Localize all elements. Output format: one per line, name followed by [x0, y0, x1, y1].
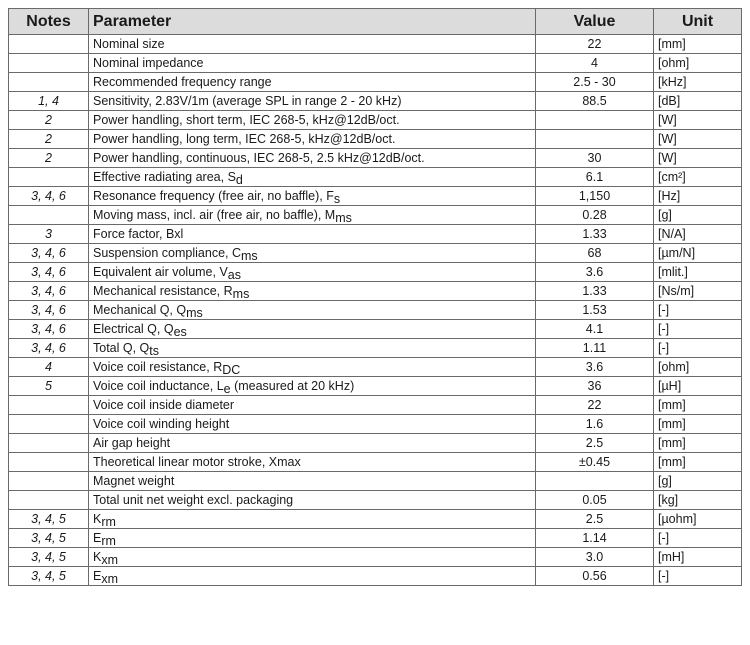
- specifications-table: [8, 8, 742, 586]
- table-row: [9, 339, 742, 358]
- value-cell: 68: [536, 244, 654, 263]
- parameter-subscript: ms: [241, 248, 258, 263]
- parameter-cell: [89, 187, 536, 206]
- parameter-cell: [89, 434, 536, 453]
- parameter-name: Power handling, long term, IEC 268-5, kHz@12dB/oct.: [93, 131, 396, 146]
- unit-cell: [N/A]: [654, 225, 742, 244]
- table-row: [9, 73, 742, 92]
- parameter-cell: [89, 301, 536, 320]
- notes-cell: [9, 453, 89, 472]
- notes-cell: 3, 4, 6: [9, 244, 89, 263]
- value-cell: [536, 130, 654, 149]
- value-cell: 2.5: [536, 510, 654, 529]
- parameter-subscript: d: [235, 172, 243, 187]
- parameter-cell: [89, 415, 536, 434]
- unit-cell: [-]: [654, 567, 742, 586]
- unit-cell: [µm/N]: [654, 244, 742, 263]
- unit-cell: [ohm]: [654, 54, 742, 73]
- parameter-name: Power handling, short term, IEC 268-5, kHz@12dB/oct.: [93, 112, 400, 127]
- notes-cell: 3, 4, 5: [9, 529, 89, 548]
- parameter-cell: [89, 225, 536, 244]
- table-row: [9, 225, 742, 244]
- value-cell: [536, 111, 654, 130]
- value-cell: 2.5: [536, 434, 654, 453]
- notes-cell: [9, 73, 89, 92]
- value-cell: 6.1: [536, 168, 654, 187]
- parameter-cell: [89, 149, 536, 168]
- parameter-subscript: s: [333, 191, 341, 206]
- parameter-name: K: [93, 549, 102, 564]
- parameter-cell: [89, 73, 536, 92]
- table-row: [9, 111, 742, 130]
- parameter-cell: [89, 92, 536, 111]
- unit-cell: [-]: [654, 529, 742, 548]
- header-parameter: Parameter: [89, 9, 536, 35]
- parameter-cell: [89, 282, 536, 301]
- parameter-name: Voice coil inside diameter: [93, 397, 235, 412]
- parameter-name: Voice coil inductance, L: [93, 378, 224, 393]
- unit-cell: [mm]: [654, 453, 742, 472]
- notes-cell: 5: [9, 377, 89, 396]
- parameter-cell: [89, 548, 536, 567]
- value-cell: 1.11: [536, 339, 654, 358]
- value-cell: 2.5 - 30: [536, 73, 654, 92]
- notes-cell: [9, 35, 89, 54]
- value-cell: 88.5: [536, 92, 654, 111]
- parameter-cell: [89, 168, 536, 187]
- unit-cell: [mH]: [654, 548, 742, 567]
- parameter-name: Resonance frequency (free air, no baffle), F: [93, 188, 334, 203]
- value-cell: ±0.45: [536, 453, 654, 472]
- table-row: [9, 358, 742, 377]
- unit-cell: [-]: [654, 301, 742, 320]
- parameter-cell: [89, 54, 536, 73]
- parameter-subscript: ms: [335, 210, 352, 225]
- notes-cell: [9, 206, 89, 225]
- parameter-suffix: (measured at 20 kHz): [230, 378, 355, 393]
- header-value: Value: [536, 9, 654, 35]
- notes-cell: 3, 4, 6: [9, 301, 89, 320]
- unit-cell: [Ns/m]: [654, 282, 742, 301]
- unit-cell: [W]: [654, 130, 742, 149]
- parameter-name: Mechanical resistance, R: [93, 283, 233, 298]
- parameter-cell: [89, 244, 536, 263]
- parameter-cell: [89, 510, 536, 529]
- value-cell: 1,150: [536, 187, 654, 206]
- parameter-name: Theoretical linear motor stroke, Xmax: [93, 454, 301, 469]
- notes-cell: [9, 472, 89, 491]
- notes-cell: [9, 54, 89, 73]
- table-row: [9, 187, 742, 206]
- parameter-cell: [89, 111, 536, 130]
- table-row: [9, 168, 742, 187]
- header-unit: Unit: [654, 9, 742, 35]
- parameter-name: Air gap height: [93, 435, 171, 450]
- parameter-name: K: [93, 511, 102, 526]
- parameter-subscript: xm: [101, 552, 119, 567]
- unit-cell: [mm]: [654, 434, 742, 453]
- value-cell: [536, 472, 654, 491]
- value-cell: 0.28: [536, 206, 654, 225]
- value-cell: 0.05: [536, 491, 654, 510]
- value-cell: 0.56: [536, 567, 654, 586]
- unit-cell: [g]: [654, 206, 742, 225]
- notes-cell: 2: [9, 130, 89, 149]
- table-row: [9, 567, 742, 586]
- parameter-cell: [89, 35, 536, 54]
- parameter-name: Suspension compliance, C: [93, 245, 241, 260]
- parameter-name: Total Q, Q: [93, 340, 150, 355]
- parameter-subscript: rm: [101, 514, 116, 529]
- table-row: [9, 92, 742, 111]
- notes-cell: 2: [9, 111, 89, 130]
- notes-cell: 3, 4, 6: [9, 187, 89, 206]
- parameter-name: E: [93, 530, 102, 545]
- parameter-name: Moving mass, incl. air (free air, no baffle), M: [93, 207, 336, 222]
- table-row: [9, 206, 742, 225]
- value-cell: 30: [536, 149, 654, 168]
- parameter-cell: [89, 339, 536, 358]
- parameter-name: Nominal impedance: [93, 55, 204, 70]
- notes-cell: 3, 4, 5: [9, 548, 89, 567]
- notes-cell: 3, 4, 6: [9, 339, 89, 358]
- unit-cell: [kHz]: [654, 73, 742, 92]
- notes-cell: [9, 396, 89, 415]
- parameter-name: Force factor, Bxl: [93, 226, 184, 241]
- table-row: [9, 510, 742, 529]
- unit-cell: [W]: [654, 149, 742, 168]
- unit-cell: [mlit.]: [654, 263, 742, 282]
- value-cell: 22: [536, 396, 654, 415]
- table-row: [9, 491, 742, 510]
- notes-cell: 3, 4, 6: [9, 320, 89, 339]
- parameter-name: Mechanical Q, Q: [93, 302, 187, 317]
- value-cell: 1.33: [536, 225, 654, 244]
- table-row: [9, 453, 742, 472]
- notes-cell: [9, 415, 89, 434]
- parameter-subscript: e: [223, 381, 231, 396]
- parameter-cell: [89, 377, 536, 396]
- parameter-name: Power handling, continuous, IEC 268-5, 2.5 kHz@12dB/oct.: [93, 150, 425, 165]
- table-row: [9, 377, 742, 396]
- parameter-name: Recommended frequency range: [93, 74, 272, 89]
- parameter-subscript: ts: [149, 343, 160, 358]
- parameter-cell: [89, 130, 536, 149]
- parameter-cell: [89, 453, 536, 472]
- value-cell: 3.6: [536, 263, 654, 282]
- notes-cell: [9, 434, 89, 453]
- parameter-name: Voice coil resistance, R: [93, 359, 223, 374]
- parameter-name: Effective radiating area, S: [93, 169, 236, 184]
- unit-cell: [µH]: [654, 377, 742, 396]
- table-row: [9, 263, 742, 282]
- table-row: [9, 130, 742, 149]
- unit-cell: [Hz]: [654, 187, 742, 206]
- value-cell: 36: [536, 377, 654, 396]
- notes-cell: 3, 4, 5: [9, 567, 89, 586]
- notes-cell: 3, 4, 5: [9, 510, 89, 529]
- table-row: [9, 301, 742, 320]
- value-cell: 1.53: [536, 301, 654, 320]
- notes-cell: 3, 4, 6: [9, 263, 89, 282]
- table-row: [9, 54, 742, 73]
- table-row: [9, 35, 742, 54]
- table-row: [9, 282, 742, 301]
- parameter-subscript: ms: [186, 305, 203, 320]
- parameter-name: Electrical Q, Q: [93, 321, 174, 336]
- parameter-name: Voice coil winding height: [93, 416, 230, 431]
- value-cell: 1.6: [536, 415, 654, 434]
- parameter-name: Nominal size: [93, 36, 165, 51]
- table-row: [9, 529, 742, 548]
- notes-cell: 3: [9, 225, 89, 244]
- parameter-cell: [89, 567, 536, 586]
- table-row: [9, 149, 742, 168]
- value-cell: 3.0: [536, 548, 654, 567]
- table-row: [9, 415, 742, 434]
- parameter-name: E: [93, 568, 102, 583]
- parameter-subscript: xm: [101, 571, 119, 586]
- parameter-subscript: es: [173, 324, 187, 339]
- header-notes: Notes: [9, 9, 89, 35]
- value-cell: 1.14: [536, 529, 654, 548]
- table-row: [9, 396, 742, 415]
- parameter-cell: [89, 320, 536, 339]
- notes-cell: 2: [9, 149, 89, 168]
- value-cell: 4: [536, 54, 654, 73]
- header-row: [9, 9, 742, 35]
- parameter-name: Magnet weight: [93, 473, 175, 488]
- parameter-cell: [89, 263, 536, 282]
- table-row: [9, 320, 742, 339]
- notes-cell: 4: [9, 358, 89, 377]
- parameter-subscript: DC: [222, 362, 241, 377]
- unit-cell: [mm]: [654, 35, 742, 54]
- parameter-subscript: as: [227, 267, 241, 282]
- unit-cell: [ohm]: [654, 358, 742, 377]
- unit-cell: [mm]: [654, 396, 742, 415]
- parameter-name: Sensitivity, 2.83V/1m (average SPL in range 2 - 20 kHz): [93, 93, 402, 108]
- notes-cell: 1, 4: [9, 92, 89, 111]
- parameter-name: Equivalent air volume, V: [93, 264, 228, 279]
- parameter-cell: [89, 472, 536, 491]
- table-row: [9, 548, 742, 567]
- value-cell: 4.1: [536, 320, 654, 339]
- value-cell: 22: [536, 35, 654, 54]
- unit-cell: [-]: [654, 320, 742, 339]
- notes-cell: [9, 168, 89, 187]
- table-body: [9, 35, 742, 586]
- parameter-cell: [89, 529, 536, 548]
- unit-cell: [mm]: [654, 415, 742, 434]
- unit-cell: [-]: [654, 339, 742, 358]
- unit-cell: [dB]: [654, 92, 742, 111]
- table-row: [9, 472, 742, 491]
- unit-cell: [kg]: [654, 491, 742, 510]
- value-cell: 3.6: [536, 358, 654, 377]
- value-cell: 1.33: [536, 282, 654, 301]
- table-row: [9, 434, 742, 453]
- parameter-cell: [89, 206, 536, 225]
- parameter-subscript: ms: [232, 286, 250, 301]
- table-row: [9, 244, 742, 263]
- notes-cell: 3, 4, 6: [9, 282, 89, 301]
- table-header: [9, 9, 742, 35]
- parameter-cell: [89, 491, 536, 510]
- notes-cell: [9, 491, 89, 510]
- unit-cell: [W]: [654, 111, 742, 130]
- unit-cell: [cm²]: [654, 168, 742, 187]
- parameter-cell: [89, 396, 536, 415]
- parameter-subscript: rm: [101, 533, 116, 548]
- parameter-cell: [89, 358, 536, 377]
- unit-cell: [g]: [654, 472, 742, 491]
- parameter-name: Total unit net weight excl. packaging: [93, 492, 294, 507]
- unit-cell: [µohm]: [654, 510, 742, 529]
